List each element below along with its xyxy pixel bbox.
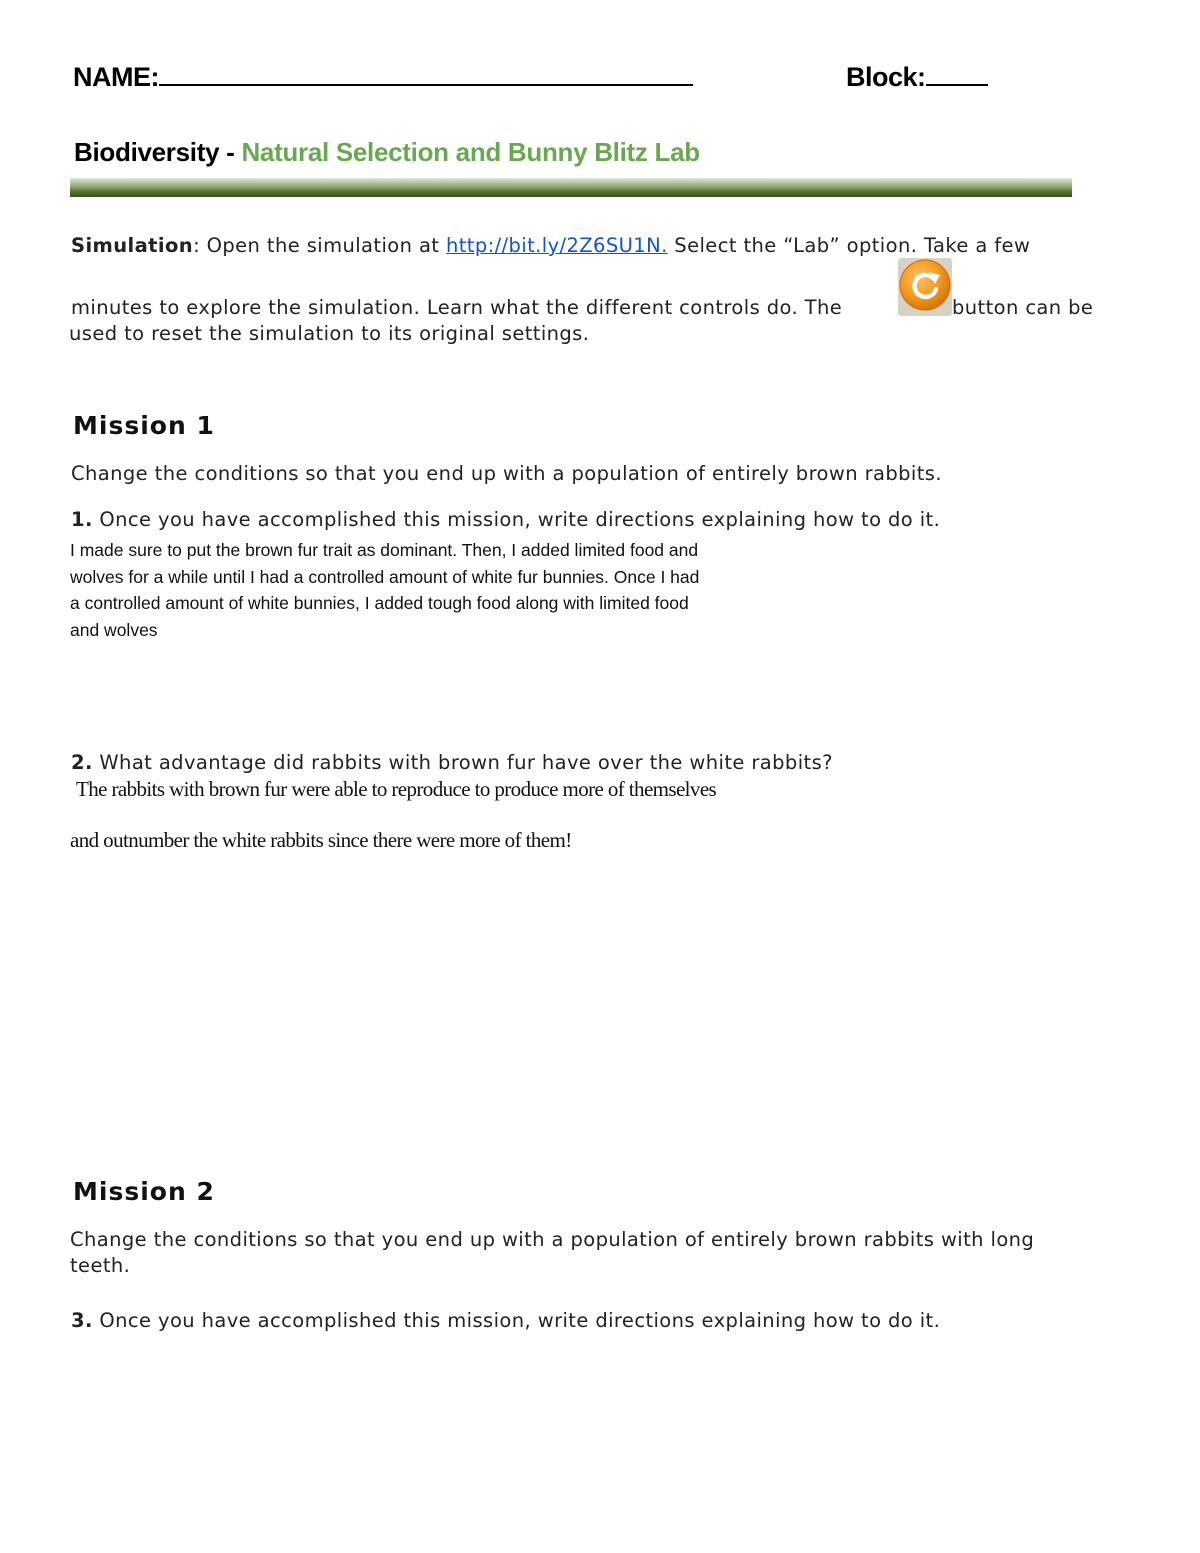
block-field[interactable] xyxy=(846,62,988,93)
page-title xyxy=(74,137,700,168)
simulation-line-1 xyxy=(71,233,1030,259)
answer-1-line: wolves for a while until I had a controlled amount of white fur bunnies. Once I had xyxy=(70,566,700,587)
answer-2-line-1[interactable]: The rabbits with brown fur were able to reproduce to produce more of themselves xyxy=(76,777,717,801)
simulation-text-1: : Open the simulation at xyxy=(193,234,446,257)
block-label: Block: xyxy=(846,62,926,92)
mission-1-prompt: Change the conditions so that you end up with a population of entirely brown rabbits. xyxy=(71,462,942,485)
title-highlight: Natural Selection and Bunny Blitz Lab xyxy=(241,137,700,167)
question-2 xyxy=(71,750,833,776)
simulation-text-2: Select the “Lab” option. Take a few xyxy=(667,234,1031,257)
question-1-text: Once you have accomplished this mission, write directions explaining how to do it. xyxy=(92,508,941,531)
reset-icon xyxy=(898,258,952,316)
simulation-label: Simulation xyxy=(71,234,194,257)
answer-1[interactable] xyxy=(70,537,699,644)
question-2-text: What advantage did rabbits with brown fur have over the white rabbits? xyxy=(92,751,833,774)
question-3-text: Once you have accomplished this mission, write directions explaining how to do it. xyxy=(92,1309,941,1332)
answer-1-line: I made sure to put the brown fur trait as dominant. Then, I added limited food and xyxy=(70,540,699,560)
name-label: NAME: xyxy=(73,62,159,92)
simulation-text-3: minutes to explore the simulation. Learn what the different controls do. The xyxy=(71,296,843,319)
question-2-number: 2. xyxy=(71,751,93,774)
block-blank-line[interactable] xyxy=(926,84,988,86)
reset-button[interactable] xyxy=(898,258,952,316)
simulation-line-2 xyxy=(71,295,842,321)
name-blank-line[interactable] xyxy=(159,84,693,86)
title-divider-bar xyxy=(70,178,1072,197)
simulation-line-3: used to reset the simulation to its original settings. xyxy=(69,322,590,345)
mission-1-heading: Mission 1 xyxy=(73,411,215,440)
answer-3-area[interactable] xyxy=(70,1345,1070,1525)
name-field[interactable] xyxy=(73,62,693,93)
question-1 xyxy=(71,507,940,533)
mission-2-prompt-line-1: Change the conditions so that you end up with a population of entirely brown rabbits with long xyxy=(70,1228,1035,1251)
simulation-link[interactable]: http://bit.ly/2Z6SU1N. xyxy=(445,234,668,257)
answer-1-line: and wolves xyxy=(70,620,158,641)
question-1-number: 1. xyxy=(71,508,93,531)
title-prefix: Biodiversity - xyxy=(74,137,242,167)
simulation-line-2-end xyxy=(952,295,1093,321)
answer-2-line-2[interactable]: and outnumber the white rabbits since there were more of them! xyxy=(70,828,572,852)
mission-2-heading: Mission 2 xyxy=(73,1177,215,1206)
mission-2-prompt-line-2: teeth. xyxy=(70,1254,131,1277)
question-3-number: 3. xyxy=(71,1309,93,1332)
simulation-text-4: button can be xyxy=(952,296,1094,319)
answer-1-line: a controlled amount of white bunnies, I added tough food along with limited food xyxy=(70,593,689,614)
question-3 xyxy=(71,1308,940,1334)
